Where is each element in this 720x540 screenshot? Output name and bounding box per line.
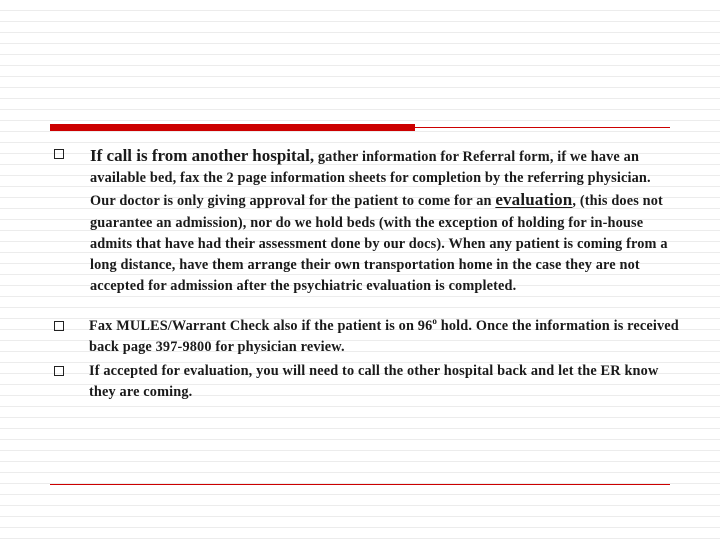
top-thin-rule <box>415 127 670 128</box>
bullet-1-lead: If call is from another hospital, <box>90 146 315 165</box>
hollow-square-bullet-icon <box>54 321 64 331</box>
hollow-square-bullet-icon <box>54 366 64 376</box>
bullet-2-text-b: hold. Once the information is received back page 397-9800 for physician review. <box>89 318 679 356</box>
bullet-paragraph-2 <box>89 316 679 358</box>
bullet-1-emphasis: evaluation <box>495 190 573 210</box>
top-red-bar <box>50 124 415 131</box>
bullet-paragraph-3 <box>89 361 679 403</box>
bullet-1-text-a: gather information for Referral form, if we have an available bed, fax the 2 page information sheets for completion by the referring physician. Our doctor is only giving approval for the patient to come for an <box>90 149 651 210</box>
bullet-2-superscript: o <box>432 316 438 327</box>
bullet-3-text: If accepted for evaluation, you will need to call the other hospital back and let the ER know they are coming. <box>89 363 659 401</box>
bottom-rule <box>50 484 670 485</box>
hollow-square-bullet-icon <box>54 149 64 159</box>
bullet-2-text-a: Fax MULES/Warrant Check also if the patient is on 96 <box>89 318 433 334</box>
bullet-1-text-b: , (this does not guarantee an admission), nor do we hold beds (with the exception of holding for in-house admits that have had their assessment done by our docs). When any patient is coming from a long distance, have them arrange their own transportation home in the case they are not accepted for admission after the psychiatric evaluation is completed. <box>90 193 668 295</box>
bullet-paragraph-1 <box>90 145 680 297</box>
